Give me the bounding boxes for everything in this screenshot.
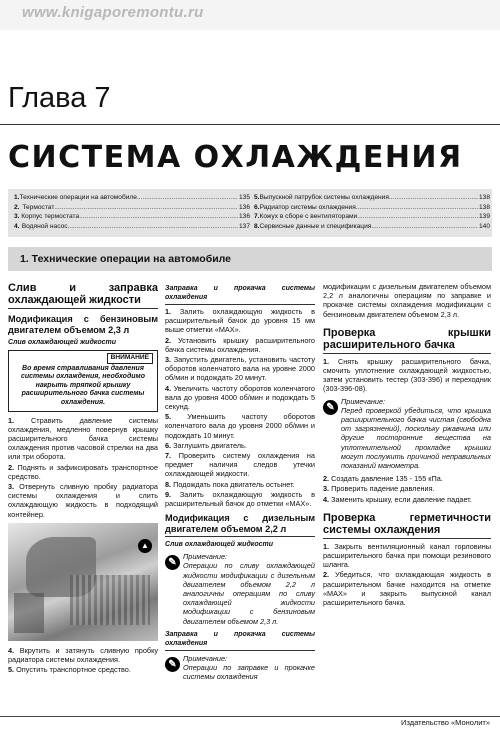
radiator-drain-photo <box>8 523 158 641</box>
toc-entry <box>254 212 490 222</box>
heading-fill-bleed-diesel: Заправка и прокачка системы охлаждения <box>165 630 315 651</box>
toc-entry <box>14 203 250 213</box>
toc-entry <box>254 222 490 232</box>
toc-entry <box>254 203 490 213</box>
callout-marker-icon: ▲ <box>138 539 152 553</box>
toc-page: 138 <box>478 194 490 201</box>
column-right <box>323 282 491 608</box>
toc-title: Радиатор системы охлаждения <box>259 203 356 211</box>
step: 5. Уменьшить частоту оборотов коленчатого вала до уровня 2000 об/мин и подождать 10 минут. <box>165 412 316 440</box>
toc-leader <box>356 203 478 213</box>
toc-title: Сервисные данные и спецификация <box>259 222 372 230</box>
note-block <box>165 654 315 682</box>
toc-page: 140 <box>478 222 490 230</box>
warning-tag: ВНИМАНИЕ <box>107 353 153 364</box>
steps-list <box>323 474 491 504</box>
heading-drain-diesel: Слив охлаждающей жидкости <box>165 541 273 549</box>
column-left <box>8 282 158 675</box>
warning-text: Во время стравливания давления системы охлаждения, необходимо накрыть тряпкой крышку расширительного бачка системы охлаждения. <box>20 364 145 406</box>
step: 2. Убедиться, что охлаждающая жидкость в расширительном бачке находится на отметке «MAX» и закрыть выпускной канал расширительного бачка. <box>323 570 491 608</box>
step: 4. Увеличить частоту оборотов коленчатого вала до уровня 4000 об/мин и подождать 5 секунд. <box>165 383 315 412</box>
toc-number: 8. <box>254 222 260 230</box>
section-title: 1. Технические операции на автомобиле <box>8 247 492 271</box>
page-title: СИСТЕМА ОХЛАЖДЕНИЯ <box>8 140 463 175</box>
heading-diesel-modification: Модификация с дизельным двигателем объемом 2,2 л <box>165 513 315 537</box>
continued-text: модификации с дизельным двигателем объемом 2,2 л аналогичны операциям по заправке и прокачке системы охлаждения модификации с бензиновым двигателем объемом 2,3 л. <box>323 282 491 319</box>
step: 4. Вкрутить и затянуть сливную пробку радиатора системы охлаждения. <box>8 645 158 664</box>
note-icon: ✎ <box>323 400 338 415</box>
toc-leader <box>371 222 478 232</box>
heading-drain-fill: Слив и заправка охлаждающей жидкости <box>8 282 158 309</box>
toc-number: 7. <box>254 213 260 220</box>
warning-box <box>8 350 158 412</box>
toc-title: Водяной насос <box>21 222 68 230</box>
toc-title: Технические операции на автомобиле <box>19 194 137 201</box>
site-watermark: www.knigaporemontu.ru <box>0 0 500 30</box>
steps-list <box>323 542 491 607</box>
toc-page: 135 <box>238 194 250 201</box>
chapter-divider <box>0 124 500 125</box>
toc-title: Кожух в сборе с вентиляторами <box>259 213 358 220</box>
step: 3. Запустить двигатель, установить частоту оборотов коленчатого вала на уровне 2000 об/мин и подождать 20 минут. <box>165 355 315 383</box>
toc-title: Корпус термостата <box>21 213 80 220</box>
toc-number: 4. <box>14 222 20 230</box>
toc-entry <box>14 212 250 222</box>
toc-leader <box>389 193 478 203</box>
step: 3. Проверить падение давления. <box>323 484 435 494</box>
step: 5. Опустить транспортное средство. <box>8 665 131 675</box>
toc-number: 2. <box>14 203 20 211</box>
toc-page: 136 <box>238 213 250 220</box>
note-label: Примечание: <box>183 552 228 562</box>
toc-right-column <box>254 193 490 231</box>
note-icon: ✎ <box>165 555 180 570</box>
step: 9. Залить охлаждающую жидкость в расширительный бачок до отметки «MAX». <box>165 489 315 509</box>
toc-left-column <box>14 193 250 231</box>
step: 1. Стравить давление системы охлаждения, медленно повернув крышку расширительного бачка системы охлаждения против часовой стрелки на два или три оборота. <box>8 415 158 462</box>
note-block <box>323 397 491 471</box>
publisher-footer: Издательство «Монолит» <box>401 718 490 727</box>
toc-title: Термостат <box>22 203 55 211</box>
step: 1. Закрыть вентиляционный канал горловины расширительного бачка при помощи резинового шланга. <box>323 541 492 570</box>
note-block <box>165 552 315 626</box>
note-text: Операции по сливу охлаждающей жидкости модификации с дизельным двигателем объемом 2,2 л аналогичны операциям по сливу охлаждающей жидкости модификации с бензиновым двигателем объемом 2,3 л. <box>183 561 315 626</box>
footer-divider <box>0 716 500 717</box>
toc-leader <box>79 212 238 222</box>
toc-leader <box>357 212 478 222</box>
toc-entry <box>254 193 490 203</box>
step: 2. Поднять и зафиксировать транспортное средство. <box>8 462 159 481</box>
step: 2. Создать давление 135 - 155 кПа. <box>323 474 443 484</box>
toc-number: 5. <box>254 194 260 201</box>
step: 8. Подождать пока двигатель остынет. <box>165 479 295 489</box>
note-text: Операции по заправке и прокачке системы охлаждения <box>183 663 315 682</box>
toc-number: 3. <box>14 213 20 220</box>
toc-page: 139 <box>478 213 490 220</box>
toc-page: 138 <box>478 203 490 211</box>
toc-leader <box>137 193 238 203</box>
step: 3. Отвернуть сливную пробку радиатора системы охлаждения и слить охлаждающую жидкость в подходящий контейнер. <box>8 481 158 519</box>
heading-leak-check: Проверка герметичности системы охлаждения <box>323 512 491 539</box>
toc-page: 137 <box>238 222 250 230</box>
heading-cap-check: Проверка крышки расширительного бачка <box>323 327 491 354</box>
toc-leader <box>68 222 238 232</box>
column-middle <box>165 282 315 686</box>
toc-number: 6. <box>254 203 260 211</box>
step: 7. Проверить систему охлаждения на предмет наличия следов утечки охлаждающей жидкости. <box>165 451 315 479</box>
step: 4. Заменить крышку, если давление падает. <box>323 494 472 504</box>
toc-title: Выпускной патрубок системы охлаждения <box>259 194 389 201</box>
step: 1. Залить охлаждающую жидкость в расширительный бачок до уровня 15 мм выше отметки «MAX». <box>165 307 315 335</box>
heading-fill-bleed: Заправка и прокачка системы охлаждения <box>165 284 315 305</box>
step: 1. Снять крышку расширительного бачка, смочить уплотнение охлаждающей жидкостью, затем установить тестер (303-396) и переходник (303-396-08). <box>323 356 491 394</box>
steps-list-after <box>8 646 158 675</box>
chapter-label: Глава 7 <box>8 82 111 114</box>
toc-entry <box>14 222 250 232</box>
steps-list <box>165 307 315 508</box>
note-label: Примечание: <box>183 653 228 663</box>
heading-petrol-modification: Модификация с бензиновым двигателем объемом 2,3 л <box>8 314 158 335</box>
step: 6. Заглушить двигатель. <box>165 440 247 450</box>
toc-number: 1. <box>14 194 20 201</box>
note-label: Примечание: <box>341 396 386 406</box>
heading-drain: Слив охлаждающей жидкости <box>8 339 116 346</box>
toc-entry <box>14 193 250 203</box>
table-of-contents <box>8 189 492 237</box>
note-icon: ✎ <box>165 657 180 672</box>
steps-list <box>8 416 158 519</box>
note-text: Перед проверкой убедиться, что крышка расширительного бачка чистая (свободна от загрязнений), поскольку ржавчина или другие посторонние вещества на уплотнительной прокладке крышки могут послужить причиной неправильных показаний манометра. <box>341 405 491 471</box>
toc-page: 136 <box>238 203 250 211</box>
toc-leader <box>54 203 238 213</box>
step: 2. Установить крышку расширительного бачка системы охлаждения. <box>165 335 315 354</box>
